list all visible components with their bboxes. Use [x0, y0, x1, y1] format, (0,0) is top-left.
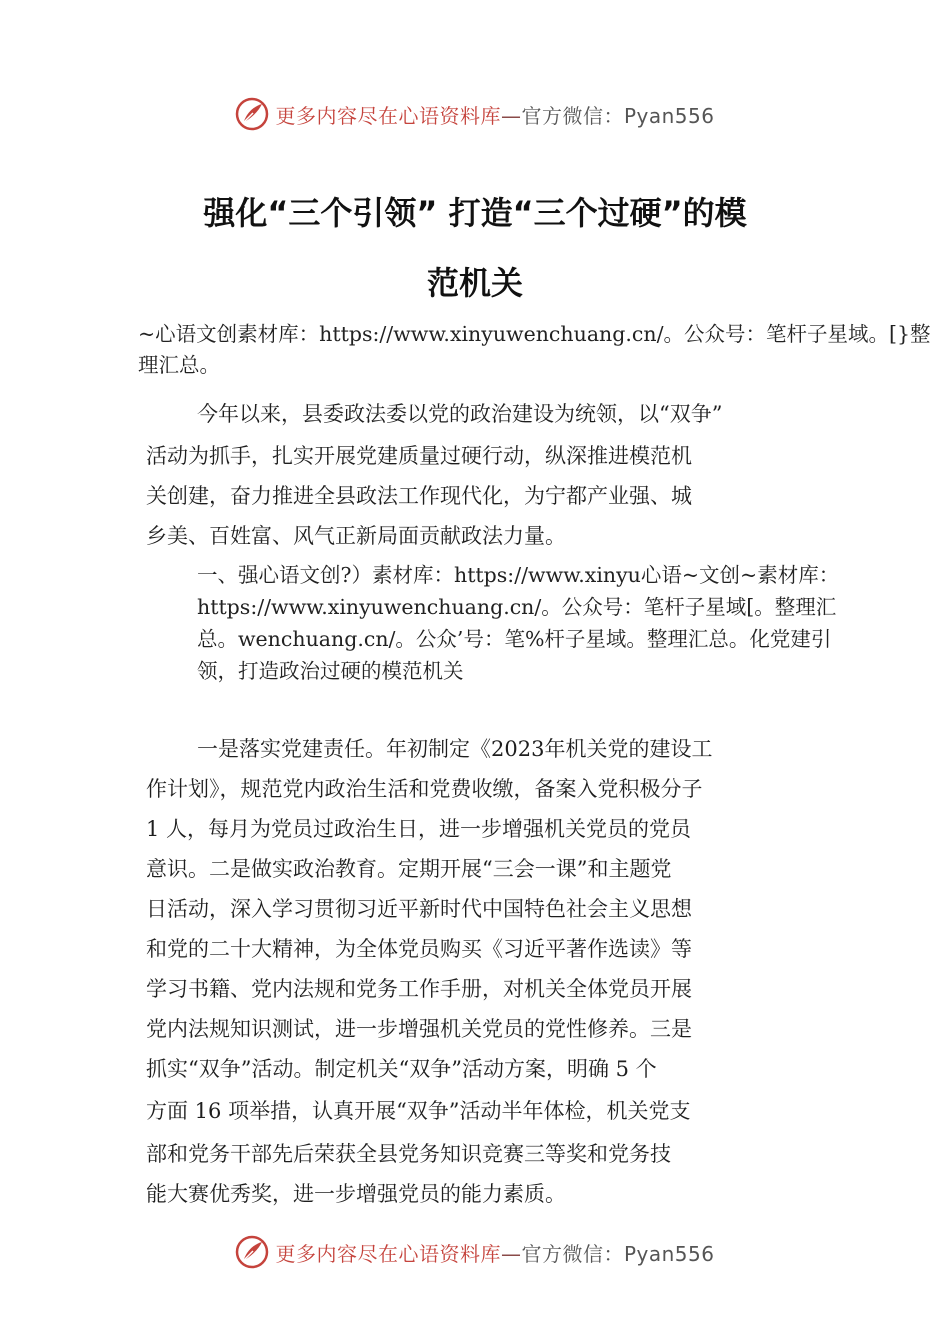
body-line: 1 人，每月为党员过政治生日，进一步增强机关党员的党员 — [146, 817, 692, 841]
quill-logo-icon — [235, 1235, 269, 1269]
body-line: 部和党务干部先后荣获全县党务知识竞赛三等奖和党务技 — [146, 1142, 671, 1166]
body-line: 和党的二十大精神，为全体党员购买《习近平著作选读》等 — [146, 937, 692, 961]
quill-logo-icon — [235, 97, 269, 131]
source-note: ~心语文创素材库：https://www.xinyuwenchuang.cn/。公众号：笔杆子星域。[}整理汇总。 — [138, 322, 931, 377]
body-line: 作计划》，规范党内政治生活和党费收缴，备案入党积极分子 — [146, 777, 703, 801]
page-title-line-2: 范机关 — [426, 264, 523, 302]
body-line: 党内法规知识测试，进一步增强机关党员的党性修养。三是 — [146, 1017, 692, 1041]
watermark-text: 更多内容尽在心语资料库—官方微信：Pyan556 — [275, 1241, 715, 1266]
body-line: 能大赛优秀奖，进一步增强党员的能力素质。 — [146, 1182, 566, 1206]
body-line: 抓实“双争”活动。制定机关“双争”活动方案，明确 5 个 — [146, 1057, 657, 1081]
body-line: 日活动，深入学习贯彻习近平新时代中国特色社会主义思想 — [146, 897, 692, 921]
body-line: 一是落实党建责任。年初制定《2023年机关党的建设工 — [197, 737, 713, 761]
body-line: 方面 16 项举措，认真开展“双争”活动半年体检，机关党支 — [146, 1099, 691, 1123]
watermark-banner-top — [0, 94, 950, 134]
body-line: 学习书籍、党内法规和党务工作手册，对机关全体党员开展 — [146, 977, 692, 1001]
intro-line: 乡美、百姓富、风气正新局面贡献政法力量。 — [146, 524, 566, 548]
intro-line: 今年以来，县委政法委以党的政治建设为统领，以“双争” — [197, 402, 723, 426]
page-title-line-1: 强化“三个引领” 打造“三个过硬”的模 — [203, 194, 747, 232]
section-heading-1: 一、强心语文创?）素材库：https://www.xinyu心语~文创~素材库：https://www.xinyuwenchuang.cn/。公众号：笔杆子星域[。整理汇总。wenchuang.cn/。公众’号：笔%杆子星域。整理汇总。化党建引领，打造政治过硬的模范机关 — [197, 563, 840, 683]
watermark-banner-bottom — [0, 1232, 950, 1272]
intro-line: 关创建，奋力推进全县政法工作现代化，为宁都产业强、城 — [146, 484, 692, 508]
body-line: 意识。二是做实政治教育。定期开展“三会一课”和主题党 — [146, 857, 672, 881]
intro-line: 活动为抓手，扎实开展党建质量过硬行动，纵深推进模范机 — [146, 444, 692, 468]
watermark-text: 更多内容尽在心语资料库—官方微信：Pyan556 — [275, 103, 715, 128]
